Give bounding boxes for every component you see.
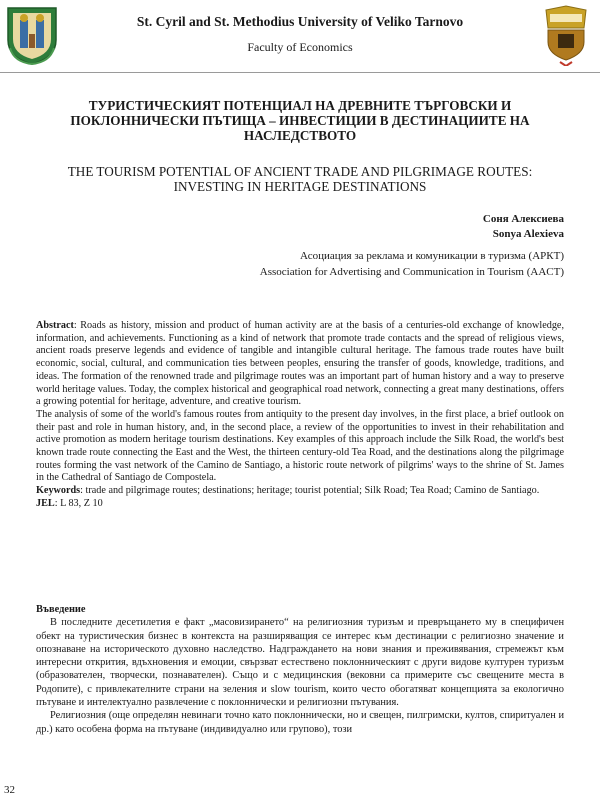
page-number: 32 [4,784,15,796]
affiliation-en: Association for Advertising and Communication in Tourism (AACT) [259,266,564,278]
jel-codes: JEL: L 83, Z 10 [36,497,103,509]
abstract-label: Abstract [36,320,74,331]
university-name: St. Cyril and St. Methodius University of Veliko Tarnovo [136,14,464,29]
keywords-label: Keywords [36,485,81,497]
author-name-en: Sonya Alexieva [492,228,564,240]
introduction-section [36,603,564,736]
author-name-bg: Соня Алексиева [482,213,564,225]
university-seal-icon [4,4,60,66]
introduction-paragraph-1: В последните десетилетия е факт „масовизирането“ на религиозния туризъм и превръщането му в специфичен обект на туристическия бизнес в контекста на разширяващия се интерес към дестинации с религиозно значение и опознаване на историческото духовно наследство. Надграждането на нови знания и преживявания, стремежът към интересни открития, вдъхновения и емоции, свързват естествено поклонническият с други видове културен туризъм (образователен, творчески, познавателен). Също и с медицинския (вековни са примерите със свещените места в Родопите), с привлекателните страни на зеления и slow tourism, които често обогатяват концепцията за екологично пътуване и интелектуално развлечение с поклоннически и религиозни пътувания. [36,617,564,709]
keywords: Keywords: trade and pilgrimage routes; destinations; heritage; tourist potential; Silk Road; Tea Road; Camino de Santiago. [36,485,540,497]
abstract-section [36,320,564,511]
abstract-paragraph-1: Abstract: Roads as history, mission and product of human activity are at the basis of a centuries-old exchange of knowledge, information, and achievements. Functioning as a kind of network that promote trade contacts and the spread of religious views, ancient roads preserve legends and evidence of tangible and intangible cultural heritage. The famous trade routes have built economic, social, cultural, and communication ties between peoples, ensuring the transfer of goods, knowledge, traditions, and ideas. The formation of the renowned trade and pilgrimage routes was an important part of human history and a way to preserve world heritage values. Today, the complex historical and geographical road network, connecting a great many destinations, offers a growing potential for heritage, adventure, and creative tourism. [36,320,564,408]
crest-icon [540,4,592,66]
title-english: THE TOURISM POTENTIAL OF ANCIENT TRADE AND PILGRIMAGE ROUTES: INVESTING IN HERITAGE DESTINATIONS [67,164,533,194]
page-header [0,0,600,73]
introduction-paragraph-2: Религиозния (още определян невинаги точно като поклоннически, но и свещен, пилгримски, култов, спиритуален и др.) като особена форма на пътуване (индивидуално или групово), този [36,710,564,735]
title-bulgarian: ТУРИСТИЧЕСКИЯТ ПОТЕНЦИАЛ НА ДРЕВНИТЕ ТЪРГОВСКИ И ПОКЛОННИЧЕСКИ ПЪТИЩА – ИНВЕСТИЦИИ В ДЕСТИНАЦИИТЕ НА НАСЛЕДСТВОТО [70,98,530,143]
abstract-paragraph-2: The analysis of some of the world's famous routes from antiquity to the present day involves, in the first place, a brief outlook on their past and role in human history, and, in the second place, a review of the opportunities to invest in their rehabilitation and active promotion as modern heritage tourism destinations. Key examples of this approach include the Silk Road, the world's best known trade route connecting the East and the West, the thirteen century-old Tea Road, and the destinations along the pilgrimage routes forming the vast network of the Camino de Santiago, a historic route network of pilgrims' ways to the shrine of St. James in the Cathedral of Santiago de Compostela. [36,408,564,484]
affiliation-bg: Асоциация за реклама и комуникации в туризма (АРКТ) [300,250,564,262]
introduction-heading: Въведение [36,604,86,615]
faculty-name: Faculty of Economics [247,40,353,54]
jel-label: JEL [36,497,55,509]
